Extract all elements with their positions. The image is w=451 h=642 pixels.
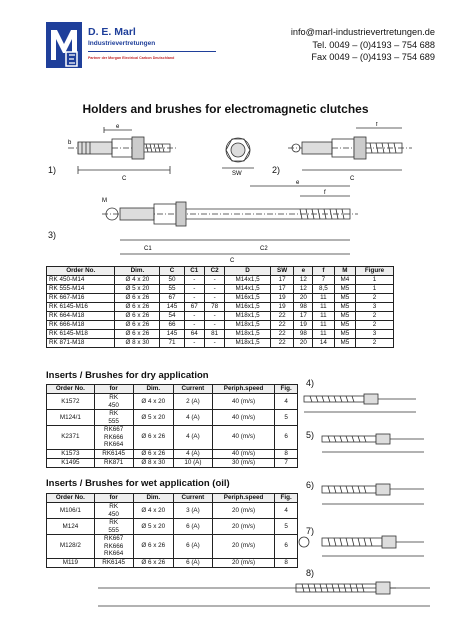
table-cell: 78: [204, 303, 224, 312]
table-cell: -: [204, 276, 224, 285]
table-cell: 22: [270, 339, 294, 348]
table-cell: 5: [275, 519, 298, 535]
table-cell: M124: [47, 519, 95, 535]
table-cell: 20: [294, 339, 313, 348]
table-cell: 3: [356, 303, 394, 312]
table-cell: 2: [356, 339, 394, 348]
table-cell: Ø 4 x 20: [133, 503, 173, 519]
table-cell: -: [184, 276, 204, 285]
table-cell: 19: [294, 321, 313, 330]
table-cell: 4: [275, 394, 298, 410]
table-cell: 22: [270, 321, 294, 330]
dim-c-label: C: [122, 176, 127, 182]
table-cell: M14x1,5: [225, 285, 270, 294]
table-cell: RK667 RK666 RK664: [94, 535, 133, 559]
table-cell: Ø 8 x 30: [115, 339, 160, 348]
table-cell: Ø 6 x 26: [133, 558, 173, 567]
table-cell: 11: [313, 294, 334, 303]
table-cell: 7: [313, 276, 334, 285]
table-row: [47, 303, 394, 312]
table-row: [47, 312, 394, 321]
figure-5-drawing: [320, 428, 430, 458]
table-cell: K1573: [47, 449, 95, 458]
table-cell: 98: [294, 330, 313, 339]
column-header: Current: [173, 494, 212, 503]
table-cell: Ø 8 x 30: [133, 458, 173, 467]
phone-number: Tel. 0049 – (0)4193 – 754 688: [312, 39, 435, 50]
column-header: Periph.speed: [212, 494, 274, 503]
table-row: [47, 294, 394, 303]
table-cell: 4: [275, 503, 298, 519]
table-cell: M16x1,5: [225, 294, 270, 303]
table-row: [47, 339, 394, 348]
table-cell: 98: [294, 303, 313, 312]
table-cell: 6 (A): [173, 535, 212, 559]
table-cell: 2: [356, 294, 394, 303]
column-header: M: [334, 267, 355, 276]
table-cell: M5: [334, 339, 355, 348]
table-cell: M18x1,5: [225, 339, 270, 348]
table-cell: K1495: [47, 458, 95, 467]
table-cell: M106/1: [47, 503, 95, 519]
table-cell: -: [184, 285, 204, 294]
column-header: f: [313, 267, 334, 276]
column-header: C1: [184, 267, 204, 276]
table-cell: K2371: [47, 426, 95, 450]
table-cell: 81: [204, 330, 224, 339]
table-cell: RK6145: [94, 558, 133, 567]
table-cell: 50: [160, 276, 184, 285]
table-cell: RK6145: [94, 449, 133, 458]
table-cell: -: [184, 339, 204, 348]
table-row: [47, 458, 298, 467]
figure-3-label: 3): [48, 230, 57, 240]
table-cell: 67: [160, 294, 184, 303]
fig3-dim-c-label: C: [230, 258, 235, 264]
table-cell: M18x1,5: [225, 330, 270, 339]
table-cell: 4 (A): [173, 410, 212, 426]
table-cell: 11: [313, 303, 334, 312]
figure-7-drawing: [294, 528, 430, 562]
dim-e-label: e: [116, 124, 120, 130]
table-row: [47, 449, 298, 458]
column-header: Order No.: [47, 267, 115, 276]
table-cell: M128/2: [47, 535, 95, 559]
table-cell: 30 (m/s): [212, 458, 274, 467]
fig3-dim-c2-label: C2: [260, 246, 268, 252]
holders-table: [46, 266, 394, 348]
company-subname: Industrievertretungen: [88, 40, 156, 47]
dry-table: [46, 384, 298, 468]
wet-section-title: Inserts / Brushes for wet application (oil): [46, 478, 230, 489]
figure-1-drawing: [64, 124, 184, 186]
dim-b-label: b: [68, 140, 72, 146]
fig2-dim-c-label: C: [350, 176, 355, 182]
fax-number: Fax 0049 – (0)4193 – 754 689: [311, 52, 435, 62]
table-cell: RK 555: [94, 519, 133, 535]
table-cell: 2: [356, 312, 394, 321]
table-cell: 6: [275, 426, 298, 450]
figure-1-endview: [212, 128, 264, 176]
table-cell: M18x1,5: [225, 321, 270, 330]
figure-4-label: 4): [306, 378, 315, 388]
table-cell: 14: [313, 339, 334, 348]
table-cell: M5: [334, 321, 355, 330]
table-cell: Ø 6 x 26: [115, 312, 160, 321]
table-cell: 22: [270, 312, 294, 321]
table-cell: 3 (A): [173, 503, 212, 519]
table-row: [47, 394, 298, 410]
column-header: Order No.: [47, 494, 95, 503]
fig3-dim-f-label: f: [324, 190, 326, 196]
table-cell: RK667 RK666 RK664: [94, 426, 133, 450]
table-cell: 54: [160, 312, 184, 321]
column-header: Fig.: [275, 385, 298, 394]
table-cell: 66: [160, 321, 184, 330]
table-row: [47, 519, 298, 535]
figure-8-drawing: [96, 576, 436, 616]
table-cell: 40 (m/s): [212, 394, 274, 410]
column-header: Current: [173, 385, 212, 394]
column-header: Dim.: [133, 385, 173, 394]
table-cell: 8: [275, 558, 298, 567]
table-cell: 12: [294, 285, 313, 294]
table-cell: RK 6145-M16: [47, 303, 115, 312]
figure-6-drawing: [320, 478, 430, 510]
table-cell: 1: [356, 276, 394, 285]
column-header: e: [294, 267, 313, 276]
table-cell: Ø 6 x 26: [115, 303, 160, 312]
table-cell: -: [204, 312, 224, 321]
table-cell: M5: [334, 285, 355, 294]
table-cell: Ø 6 x 26: [133, 449, 173, 458]
table-cell: M18x1,5: [225, 312, 270, 321]
table-row: [47, 558, 298, 567]
table-cell: 6: [275, 535, 298, 559]
table-cell: RK 6145-M18: [47, 330, 115, 339]
table-cell: M5: [334, 330, 355, 339]
figure-4-drawing: [302, 390, 422, 420]
table-cell: 20 (m/s): [212, 535, 274, 559]
table-cell: 2: [356, 321, 394, 330]
table-row: [47, 285, 394, 294]
column-header: Order No.: [47, 385, 95, 394]
column-header: Dim.: [133, 494, 173, 503]
fig3-dim-c1-label: C1: [144, 246, 152, 252]
table-cell: 22: [270, 330, 294, 339]
table-cell: RK 450-M14: [47, 276, 115, 285]
table-row: [47, 330, 394, 339]
table-cell: 11: [313, 321, 334, 330]
table-cell: 55: [160, 285, 184, 294]
header-rule: [88, 51, 216, 52]
table-row: [47, 410, 298, 426]
table-cell: 20 (m/s): [212, 503, 274, 519]
column-header: C: [160, 267, 184, 276]
table-row: [47, 426, 298, 450]
table-cell: Ø 6 x 26: [133, 426, 173, 450]
table-cell: M14x1,5: [225, 276, 270, 285]
table-cell: 40 (m/s): [212, 410, 274, 426]
table-cell: RK871: [94, 458, 133, 467]
column-header: C2: [204, 267, 224, 276]
table-cell: 20: [294, 294, 313, 303]
table-cell: 10 (A): [173, 458, 212, 467]
column-header: D: [225, 267, 270, 276]
table-cell: -: [184, 321, 204, 330]
fig3-dim-m-label: M: [102, 198, 107, 204]
wet-table: [46, 493, 298, 568]
table-cell: RK 664-M18: [47, 312, 115, 321]
table-cell: M5: [334, 303, 355, 312]
table-cell: Ø 6 x 26: [115, 321, 160, 330]
fig3-dim-e-label: e: [296, 180, 300, 186]
table-cell: RK 667-M16: [47, 294, 115, 303]
figure-5-label: 5): [306, 430, 315, 440]
figure-6-label: 6): [306, 480, 315, 490]
table-row: [47, 321, 394, 330]
table-cell: 12: [294, 276, 313, 285]
table-cell: -: [204, 285, 224, 294]
table-cell: 11: [313, 330, 334, 339]
table-cell: 67: [184, 303, 204, 312]
table-cell: 4 (A): [173, 426, 212, 450]
column-header: Dim.: [115, 267, 160, 276]
column-header: for: [94, 494, 133, 503]
table-cell: M124/1: [47, 410, 95, 426]
figure-1-label: 1): [48, 165, 57, 175]
table-cell: K1572: [47, 394, 95, 410]
email-link[interactable]: info@marl-industrievertretungen.de: [290, 27, 435, 37]
table-cell: 19: [270, 303, 294, 312]
table-cell: -: [184, 312, 204, 321]
table-cell: -: [184, 294, 204, 303]
table-cell: 17: [270, 285, 294, 294]
table-cell: Ø 6 x 26: [115, 294, 160, 303]
table-cell: M5: [334, 294, 355, 303]
column-header: Fig.: [275, 494, 298, 503]
table-cell: RK 555-M14: [47, 285, 115, 294]
table-cell: 20 (m/s): [212, 519, 274, 535]
table-cell: Ø 6 x 26: [133, 535, 173, 559]
column-header: for: [94, 385, 133, 394]
table-cell: 17: [270, 276, 294, 285]
table-cell: M4: [334, 276, 355, 285]
table-cell: 1: [356, 285, 394, 294]
column-header: SW: [270, 267, 294, 276]
dim-sw-label: SW: [232, 171, 242, 176]
table-cell: Ø 4 x 20: [115, 276, 160, 285]
table-cell: 7: [275, 458, 298, 467]
fig2-dim-f-label: f: [376, 122, 378, 128]
table-cell: -: [204, 321, 224, 330]
table-cell: Ø 5 x 20: [115, 285, 160, 294]
table-cell: -: [204, 294, 224, 303]
column-header: Figure: [356, 267, 394, 276]
contact-block: [291, 26, 435, 64]
table-row: [47, 503, 298, 519]
table-cell: 40 (m/s): [212, 426, 274, 450]
table-cell: 2 (A): [173, 394, 212, 410]
table-cell: 11: [313, 312, 334, 321]
table-cell: 20 (m/s): [212, 558, 274, 567]
table-cell: 6 (A): [173, 519, 212, 535]
table-cell: RK 666-M18: [47, 321, 115, 330]
table-cell: M16x1,5: [225, 303, 270, 312]
company-logo: [46, 22, 82, 68]
table-cell: M5: [334, 312, 355, 321]
figure-7-label: 7): [306, 526, 315, 536]
page-title: Holders and brushes for electromagnetic clutches: [82, 102, 369, 116]
table-cell: 8,5: [313, 285, 334, 294]
table-cell: -: [204, 339, 224, 348]
figure-2-drawing: [286, 122, 416, 184]
table-cell: Ø 5 x 20: [133, 410, 173, 426]
table-cell: 6 (A): [173, 558, 212, 567]
table-cell: RK 450: [94, 503, 133, 519]
table-cell: Ø 6 x 26: [115, 330, 160, 339]
column-header: Periph.speed: [212, 385, 274, 394]
table-row: [47, 535, 298, 559]
table-cell: 145: [160, 303, 184, 312]
table-cell: RK 871-M18: [47, 339, 115, 348]
table-cell: 4 (A): [173, 449, 212, 458]
table-cell: Ø 4 x 20: [133, 394, 173, 410]
table-cell: RK 450: [94, 394, 133, 410]
table-cell: 19: [270, 294, 294, 303]
dry-section-title: Inserts / Brushes for dry application: [46, 370, 209, 381]
table-cell: 8: [275, 449, 298, 458]
table-cell: 71: [160, 339, 184, 348]
table-row: [47, 276, 394, 285]
figure-3-drawing: [100, 178, 362, 264]
table-cell: 145: [160, 330, 184, 339]
figure-8-label: 8): [306, 568, 315, 578]
figure-2-label: 2): [272, 165, 281, 175]
company-name: D. E. Marl: [88, 26, 136, 38]
table-cell: 3: [356, 330, 394, 339]
table-cell: 5: [275, 410, 298, 426]
table-cell: 40 (m/s): [212, 449, 274, 458]
partner-line: Partner der Morgan Electrical Carbon Deutschland: [88, 56, 175, 60]
table-cell: Ø 5 x 20: [133, 519, 173, 535]
table-cell: 64: [184, 330, 204, 339]
table-cell: RK 555: [94, 410, 133, 426]
table-cell: M119: [47, 558, 95, 567]
table-cell: 17: [294, 312, 313, 321]
